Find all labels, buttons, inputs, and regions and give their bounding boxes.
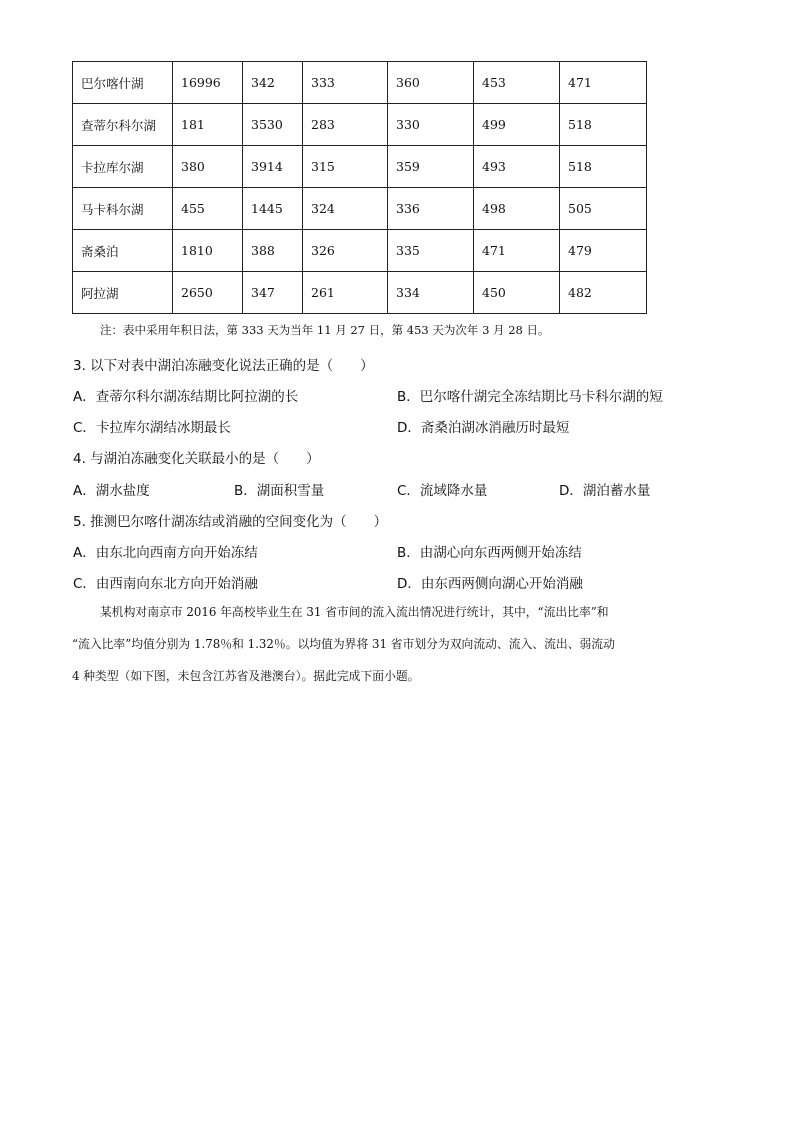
table-cell: 1445	[243, 188, 303, 230]
question-5-option-c[interactable]: C．由西南向东北方向开始消融	[73, 576, 258, 592]
question-4-option-c[interactable]: C．流域降水量	[397, 483, 488, 499]
table-cell: 335	[388, 230, 474, 272]
table-cell: 2650	[173, 272, 243, 314]
table-cell: 3530	[243, 104, 303, 146]
table-cell: 518	[560, 146, 647, 188]
table-cell: 455	[173, 188, 243, 230]
table-cell: 315	[303, 146, 388, 188]
lake-name-cell: 阿拉湖	[73, 272, 173, 314]
question-3-option-b[interactable]: B．巴尔喀什湖完全冻结期比马卡科尔湖的短	[397, 389, 663, 405]
table-cell: 360	[388, 62, 474, 104]
table-cell: 336	[388, 188, 474, 230]
table-cell: 505	[560, 188, 647, 230]
table-note: 注：表中采用年积日法，第 333 天为当年 11 月 27 日，第 453 天为次年 3 月 28 日。	[100, 323, 550, 337]
table-row	[73, 146, 647, 188]
table-cell: 333	[303, 62, 388, 104]
lake-freeze-table	[72, 61, 647, 314]
table-cell: 471	[560, 62, 647, 104]
table-cell: 471	[474, 230, 560, 272]
table-cell: 482	[560, 272, 647, 314]
table-cell: 1810	[173, 230, 243, 272]
table-cell: 493	[474, 146, 560, 188]
table-row	[73, 188, 647, 230]
table-cell: 283	[303, 104, 388, 146]
question-3-stem: 3. 以下对表中湖泊冻融变化说法正确的是（ ）	[73, 358, 374, 374]
table-cell: 342	[243, 62, 303, 104]
table-cell: 498	[474, 188, 560, 230]
question-5-option-a[interactable]: A．由东北向西南方向开始冻结	[73, 545, 258, 561]
passage-line-3: 4 种类型（如下图，未包含江苏省及港澳台）。据此完成下面小题。	[72, 669, 420, 683]
table-row	[73, 272, 647, 314]
table-row	[73, 230, 647, 272]
question-3-option-a[interactable]: A．查蒂尔科尔湖冻结期比阿拉湖的长	[73, 389, 299, 405]
passage-line-2: “流入比率”均值分别为 1.78％和 1.32％。以均值为界将 31 省市划分为双向流动、流入、流出、弱流动	[72, 637, 615, 651]
question-4-stem: 4. 与湖泊冻融变化关联最小的是（ ）	[73, 451, 320, 467]
table-cell: 16996	[173, 62, 243, 104]
table-cell: 3914	[243, 146, 303, 188]
table-cell: 334	[388, 272, 474, 314]
question-5-option-d[interactable]: D．由东西两侧向湖心开始消融	[397, 576, 583, 592]
lake-name-cell: 马卡科尔湖	[73, 188, 173, 230]
question-4-option-a[interactable]: A．湖水盐度	[73, 483, 150, 499]
table-cell: 453	[474, 62, 560, 104]
table-cell: 388	[243, 230, 303, 272]
table-cell: 181	[173, 104, 243, 146]
passage-line-1: 某机构对南京市 2016 年高校毕业生在 31 省市间的流入流出情况进行统计，其中，“流出比率”和	[100, 605, 609, 619]
table-cell: 450	[474, 272, 560, 314]
question-4-option-d[interactable]: D．湖泊蓄水量	[559, 483, 651, 499]
table-cell: 359	[388, 146, 474, 188]
lake-name-cell: 卡拉库尔湖	[73, 146, 173, 188]
table-row	[73, 62, 647, 104]
lake-name-cell: 查蒂尔科尔湖	[73, 104, 173, 146]
table-row	[73, 104, 647, 146]
question-3-option-c[interactable]: C．卡拉库尔湖结冰期最长	[73, 420, 231, 436]
table-cell: 326	[303, 230, 388, 272]
table-cell: 380	[173, 146, 243, 188]
table-cell: 347	[243, 272, 303, 314]
question-5-option-b[interactable]: B．由湖心向东西两侧开始冻结	[397, 545, 582, 561]
table-cell: 261	[303, 272, 388, 314]
lake-name-cell: 斋桑泊	[73, 230, 173, 272]
lake-name-cell: 巴尔喀什湖	[73, 62, 173, 104]
table-cell: 324	[303, 188, 388, 230]
table-cell: 330	[388, 104, 474, 146]
question-4-option-b[interactable]: B．湖面积雪量	[234, 483, 325, 499]
table-cell: 499	[474, 104, 560, 146]
question-3-option-d[interactable]: D．斋桑泊湖冰消融历时最短	[397, 420, 570, 436]
question-5-stem: 5. 推测巴尔喀什湖冻结或消融的空间变化为（ ）	[73, 514, 388, 530]
lake-table-body	[73, 62, 647, 314]
table-cell: 479	[560, 230, 647, 272]
table-cell: 518	[560, 104, 647, 146]
